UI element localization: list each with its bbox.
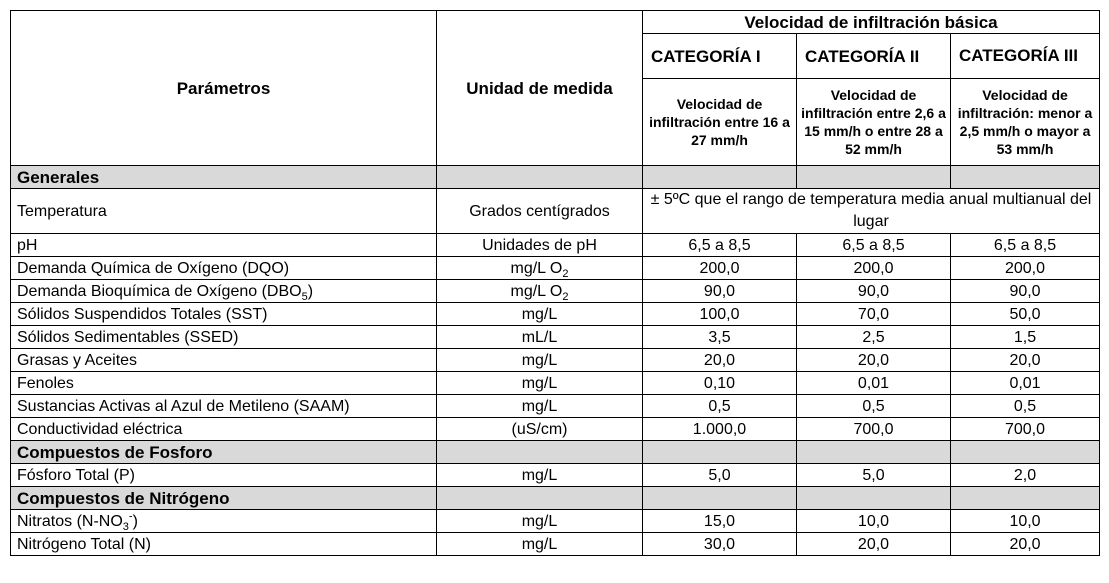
table-row xyxy=(11,349,1100,372)
value-cat2: 90,0 xyxy=(797,280,951,303)
value-cat1: 5,0 xyxy=(643,464,797,487)
unit-cell: mg/L $O_2$ xyxy=(437,257,643,280)
value-cat3: 0,01 xyxy=(951,372,1100,395)
section-generales xyxy=(11,166,1100,189)
value-cat2: 10,0 xyxy=(797,510,951,533)
value-cat2: 20,0 xyxy=(797,349,951,372)
value-cat1: 0,5 xyxy=(643,395,797,418)
value-cat1: 6,5 a 8,5 xyxy=(643,234,797,257)
section-fosforo xyxy=(11,441,1100,464)
header-desc1: Velocidad de infiltración entre 16 a 27 mm/h xyxy=(643,79,797,166)
value-cat3: 6,5 a 8,5 xyxy=(951,234,1100,257)
param-cell: Demanda Química de Oxígeno (DQO) xyxy=(11,257,437,280)
table-row xyxy=(11,395,1100,418)
header-parametros: Parámetros xyxy=(11,11,437,166)
value-cat2: 5,0 xyxy=(797,464,951,487)
value-cat1: 90,0 xyxy=(643,280,797,303)
value-cat3: 90,0 xyxy=(951,280,1100,303)
unit-cell: mg/L xyxy=(437,372,643,395)
value-cat1: 20,0 xyxy=(643,349,797,372)
value-cat2: 6,5 a 8,5 xyxy=(797,234,951,257)
value-cat3: 0,5 xyxy=(951,395,1100,418)
header-cat1: CATEGORÍA I xyxy=(643,34,797,79)
table-row xyxy=(11,372,1100,395)
unit-cell: mg/L xyxy=(437,303,643,326)
section-label: Compuestos de Fosforo xyxy=(11,441,437,464)
header-desc2: Velocidad de infiltración entre 2,6 a 15 mm/h o entre 28 a 52 mm/h xyxy=(797,79,951,166)
value-cat3: 1,5 xyxy=(951,326,1100,349)
param-cell: pH xyxy=(11,234,437,257)
value-cat3: 20,0 xyxy=(951,349,1100,372)
document xyxy=(10,10,1100,556)
value-cat3: 20,0 xyxy=(951,533,1100,556)
value-cat2: 2,5 xyxy=(797,326,951,349)
section-label: Compuestos de Nitrógeno xyxy=(11,487,437,510)
header-desc3: Velocidad de infiltración: menor a 2,5 mm/h o mayor a 53 mm/h xyxy=(951,79,1100,166)
unit-cell: mL/L xyxy=(437,326,643,349)
value-cat2: 700,0 xyxy=(797,418,951,441)
table-row xyxy=(11,303,1100,326)
param-cell: Fósforo Total (P) xyxy=(11,464,437,487)
header-cat3: CATEGORÍA III xyxy=(951,34,1100,79)
param-cell: Sólidos Sedimentables (SSED) xyxy=(11,326,437,349)
param-cell: Nitratos $(N-NO_3^-)$ xyxy=(11,510,437,533)
param-cell: Sólidos Suspendidos Totales (SST) xyxy=(11,303,437,326)
header-cat2: CATEGORÍA II xyxy=(797,34,951,79)
section-nitrogeno xyxy=(11,487,1100,510)
unit-cell: mg/L xyxy=(437,349,643,372)
value-cat3: 10,0 xyxy=(951,510,1100,533)
unit-cell: mg/L xyxy=(437,533,643,556)
param-cell: Grasas y Aceites xyxy=(11,349,437,372)
table-row xyxy=(11,418,1100,441)
value-cat3: 200,0 xyxy=(951,257,1100,280)
table-row-temperatura xyxy=(11,189,1100,234)
unit-cell: Unidades de pH xyxy=(437,234,643,257)
param-cell: Demanda Bioquímica de Oxígeno $(DBO_5)$ xyxy=(11,280,437,303)
value-cat2: 0,5 xyxy=(797,395,951,418)
value-cat1: 30,0 xyxy=(643,533,797,556)
value-cat2: 70,0 xyxy=(797,303,951,326)
value-cat3: 700,0 xyxy=(951,418,1100,441)
table-row xyxy=(11,326,1100,349)
value-cat1: 200,0 xyxy=(643,257,797,280)
header-group: Velocidad de infiltración básica xyxy=(643,11,1100,34)
param-cell: Temperatura xyxy=(11,189,437,234)
param-cell: Fenoles xyxy=(11,372,437,395)
value-cat1: 100,0 xyxy=(643,303,797,326)
value-cat3: 50,0 xyxy=(951,303,1100,326)
header-unidad: Unidad de medida xyxy=(437,11,643,166)
unit-cell: mg/L $O_2$ xyxy=(437,280,643,303)
table-row xyxy=(11,257,1100,280)
unit-cell: mg/L xyxy=(437,464,643,487)
table-row xyxy=(11,533,1100,556)
table-row xyxy=(11,464,1100,487)
value-cat1: 3,5 xyxy=(643,326,797,349)
unit-cell: mg/L xyxy=(437,395,643,418)
value-cat2: 0,01 xyxy=(797,372,951,395)
table-row xyxy=(11,510,1100,533)
value-cell: ± 5ºC que el rango de temperatura media anual multianual del lugar xyxy=(643,189,1100,234)
section-label: Generales xyxy=(11,166,437,189)
value-cat3: 2,0 xyxy=(951,464,1100,487)
value-cat1: 0,10 xyxy=(643,372,797,395)
unit-cell: (uS/cm) xyxy=(437,418,643,441)
param-cell: Conductividad eléctrica xyxy=(11,418,437,441)
value-cat1: 1.000,0 xyxy=(643,418,797,441)
unit-cell: mg/L xyxy=(437,510,643,533)
table-row xyxy=(11,280,1100,303)
unit-cell: Grados centígrados xyxy=(437,189,643,234)
value-cat2: 200,0 xyxy=(797,257,951,280)
table-row xyxy=(11,234,1100,257)
param-cell: Nitrógeno Total (N) xyxy=(11,533,437,556)
limits-table xyxy=(10,10,1100,556)
header-row-1 xyxy=(11,11,1100,34)
value-cat1: 15,0 xyxy=(643,510,797,533)
param-cell: Sustancias Activas al Azul de Metileno (SAAM) xyxy=(11,395,437,418)
value-cat2: 20,0 xyxy=(797,533,951,556)
